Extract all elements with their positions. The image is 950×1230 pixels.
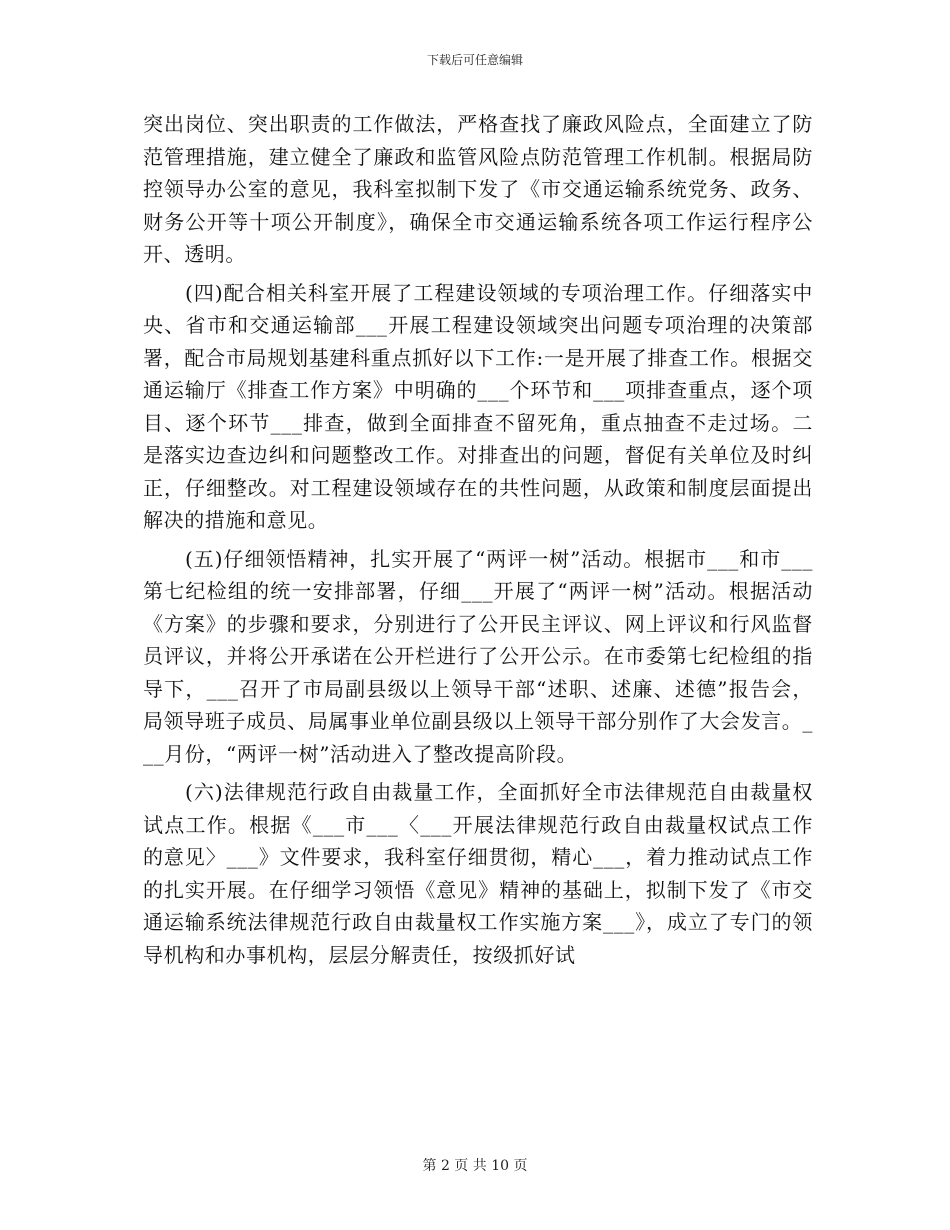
paragraph-section-4: (四)配合相关科室开展了工程建设领域的专项治理工作。仔细落实中央、省市和交通运输部___开展工程建设领域突出问题专项治理的决策部署，配合市局规划基建科重点抓好以下工作:一是开展了排查工作。根据交通运输厅《排查工作方案》中明确的___个环节和___项排查重点，逐个项目、逐个环节___排查，做到全面排查不留死角，重点抽查不走过场。二是落实边查边纠和问题整改工作。对排查出的问题，督促有关单位及时纠正，仔细整改。对工程建设领域存在的共性问题，从政策和制度层面提出解决的措施和意见。 (143, 280, 813, 532)
page-header: 下载后可任意编辑 (426, 53, 523, 67)
paragraph-continuation: 突出岗位、突出职责的工作做法，严格查找了廉政风险点，全面建立了防范管理措施，建立健全了廉政和监管风险点防范管理工作机制。根据局防控领导办公室的意见，我科室拟制下发了《市交通运输系统党务、政务、财务公开等十项公开制度》，确保全市交通运输系统各项工作运行程序公开、透明。 (143, 112, 813, 266)
paragraph-section-5: (五)仔细领悟精神，扎实开展了“两评一树”活动。根据市___和市___第七纪检组的统一安排部署，仔细___开展了“两评一树”活动。根据活动《方案》的步骤和要求，分别进行了公开民主评议、网上评议和行风监督员评议，并将公开承诺在公开栏进行了公开公示。在市委第七纪检组的指导下，___召开了市局副县级以上领导干部“述职、述廉、述德”报告会，局领导班子成员、局属事业单位副县级以上领导干部分别作了大会发言。___月份，“两评一树”活动进入了整改提高阶段。 (143, 546, 813, 766)
document-body (143, 108, 813, 977)
page-number-footer: 第 2 页 共 10 页 (422, 1158, 528, 1174)
paragraph-section-6: (六)法律规范行政自由裁量工作，全面抓好全市法律规范自由裁量权试点工作。根据《___市___〈___开展法律规范行政自由裁量权试点工作的意见〉___》文件要求，我科室仔细贯彻，精心___，着力推动试点工作的扎实开展。在仔细学习领悟《意见》精神的基础上，拟制下发了《市交通运输系统法律规范行政自由裁量权工作实施方案___》，成立了专门的领导机构和办事机构，层层分解责任，按级抓好试 (143, 780, 813, 967)
